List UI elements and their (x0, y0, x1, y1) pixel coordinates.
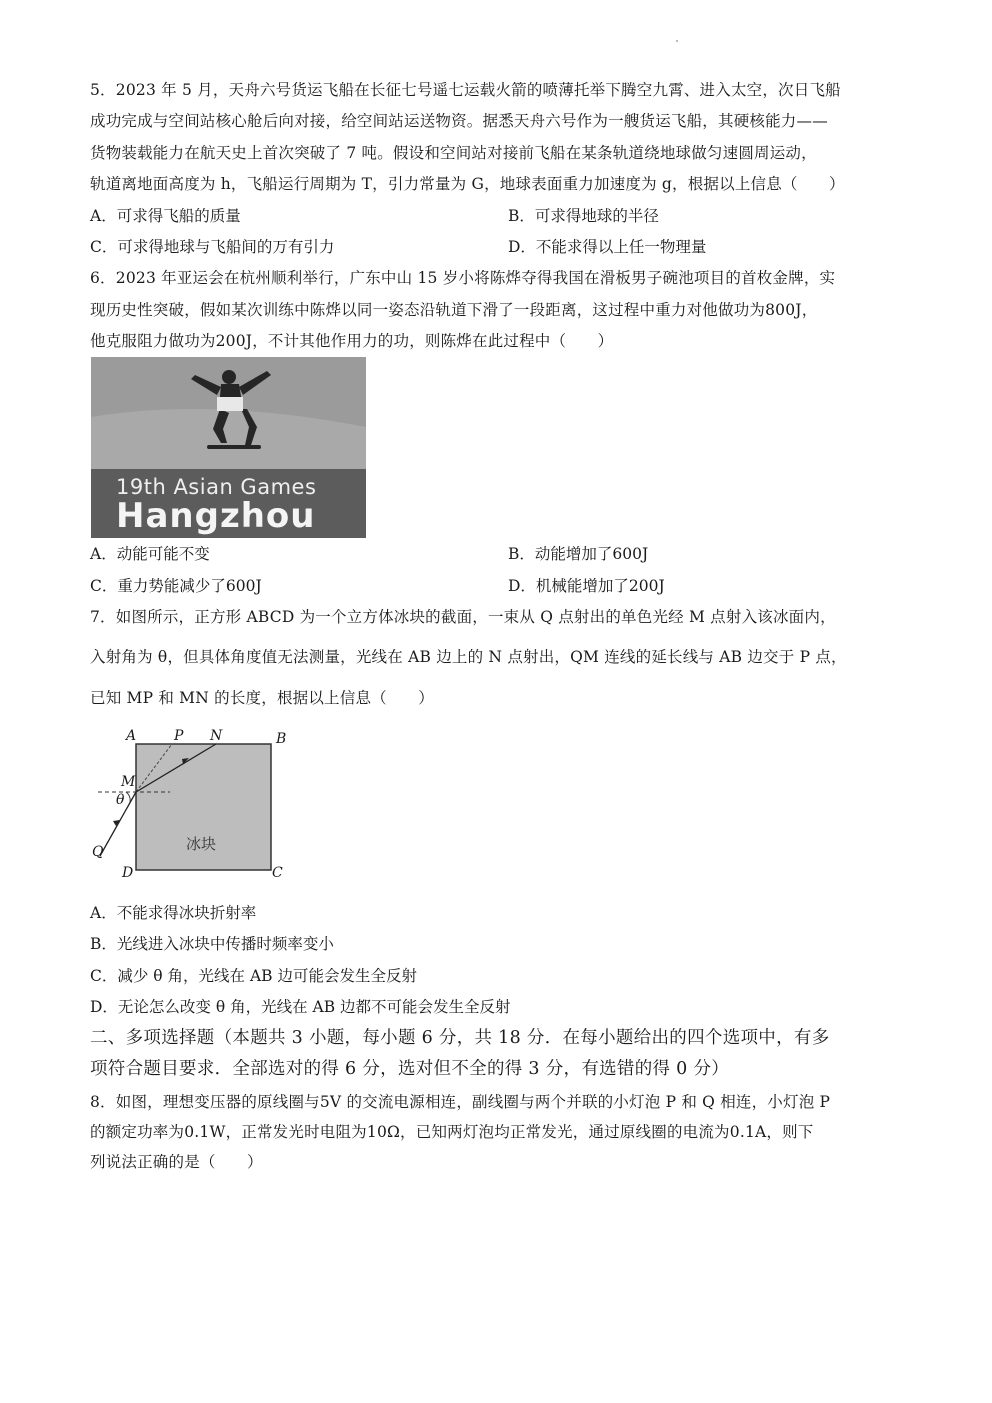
section2-line-2: 项符合题目要求．全部选对的得 6 分，选对但不全的得 3 分，有选错的得 0 分） (90, 1059, 730, 1079)
label-c: C (272, 865, 283, 881)
q6-option-d: D．机械能增加了200J (508, 577, 665, 595)
label-b: B (276, 731, 287, 747)
q7-option-a: A．不能求得冰块折射率 (90, 904, 257, 922)
q7-option-c: C．减少 θ 角，光线在 AB 边可能会发生全反射 (90, 967, 417, 985)
q6-line-2: 现历史性突破，假如某次训练中陈烨以同一姿态沿轨道下滑了一段距离，这过程中重力对他做功为800J， (90, 301, 818, 319)
theta-arc (126, 792, 130, 802)
q8-line-3: 列说法正确的是（ ） (90, 1153, 263, 1171)
q5-option-c: C．可求得地球与飞船间的万有引力 (90, 238, 335, 256)
q5-line-3: 货物装载能力在航天史上首次突破了 7 吨。假设和空间站对接前飞船在某条轨道绕地球做匀速圆周运动， (90, 144, 817, 162)
q6-option-b: B．动能增加了600J (508, 545, 649, 563)
q8-line-2: 的额定功率为0.1W，正常发光时电阻为10Ω，已知两灯泡均正常发光，通过原线圈的电流为0.1A，则下 (90, 1123, 814, 1141)
q6-line-3: 他克服阻力做功为200J，不计其他作用力的功，则陈烨在此过程中（ ） (90, 332, 614, 350)
q5-line-1: 5．2023 年 5 月，天舟六号货运飞船在长征七号遥七运载火箭的喷薄托举下腾空九霄、进入太空，次日飞船 (90, 81, 841, 99)
q7-line-3: 已知 MP 和 MN 的长度，根据以上信息（ ） (90, 689, 434, 707)
skateboarder-photo (91, 357, 366, 538)
label-ice: 冰块 (186, 835, 217, 853)
q5-option-a: A．可求得飞船的质量 (90, 207, 241, 225)
q6-option-c: C．重力势能减少了600J (90, 577, 262, 595)
q6-line-1: 6．2023 年亚运会在杭州顺利举行，广东中山 15 岁小将陈烨夺得我国在滑板男子碗池项目的首枚金牌，实 (90, 269, 836, 287)
q8-line-1: 8．如图，理想变压器的原线圈与5V 的交流电源相连，副线圈与两个并联的小灯泡 P 和 Q 相连，小灯泡 P (90, 1093, 831, 1111)
label-theta: θ (116, 792, 125, 808)
section2-line-1: 二、多项选择题（本题共 3 小题，每小题 6 分，共 18 分．在每小题给出的四个选项中，有多 (90, 1028, 830, 1048)
photo-caption-line-1: 19th Asian Games (116, 475, 317, 499)
label-a: A (126, 728, 137, 744)
photo-caption-line-2: Hangzhou (116, 496, 316, 536)
q7-line-1: 7．如图所示，正方形 ABCD 为一个立方体冰块的截面，一束从 Q 点射出的单色光经 M 点射入该冰面内， (90, 608, 836, 626)
q7-line-2: 入射角为 θ，但具体角度值无法测量，光线在 AB 边上的 N 点射出，QM 连线的延长线与 AB 边交于 P 点， (90, 648, 847, 666)
q5-line-4: 轨道离地面高度为 h，飞船运行周期为 T，引力常量为 G，地球表面重力加速度为 g，根据以上信息（ ） (90, 175, 845, 193)
label-n: N (210, 728, 223, 744)
q7-option-d: D．无论怎么改变 θ 角，光线在 AB 边都不可能会发生全反射 (90, 998, 511, 1016)
q5-option-d: D．不能求得以上任一物理量 (508, 238, 707, 256)
ice-cube-diagram (88, 728, 293, 883)
label-q: Q (92, 844, 104, 860)
q7-option-b: B．光线进入冰块中传播时频率变小 (90, 935, 334, 953)
q5-line-2: 成功完成与空间站核心舱后向对接，给空间站运送物资。据悉天舟六号作为一艘货运飞船，其硬核能力—— (90, 112, 828, 130)
label-m: M (121, 774, 136, 790)
q5-option-b: B．可求得地球的半径 (508, 207, 659, 225)
label-d: D (122, 865, 134, 881)
page-speck (676, 40, 678, 42)
q6-option-a: A．动能可能不变 (90, 545, 210, 563)
label-p: P (174, 728, 184, 744)
